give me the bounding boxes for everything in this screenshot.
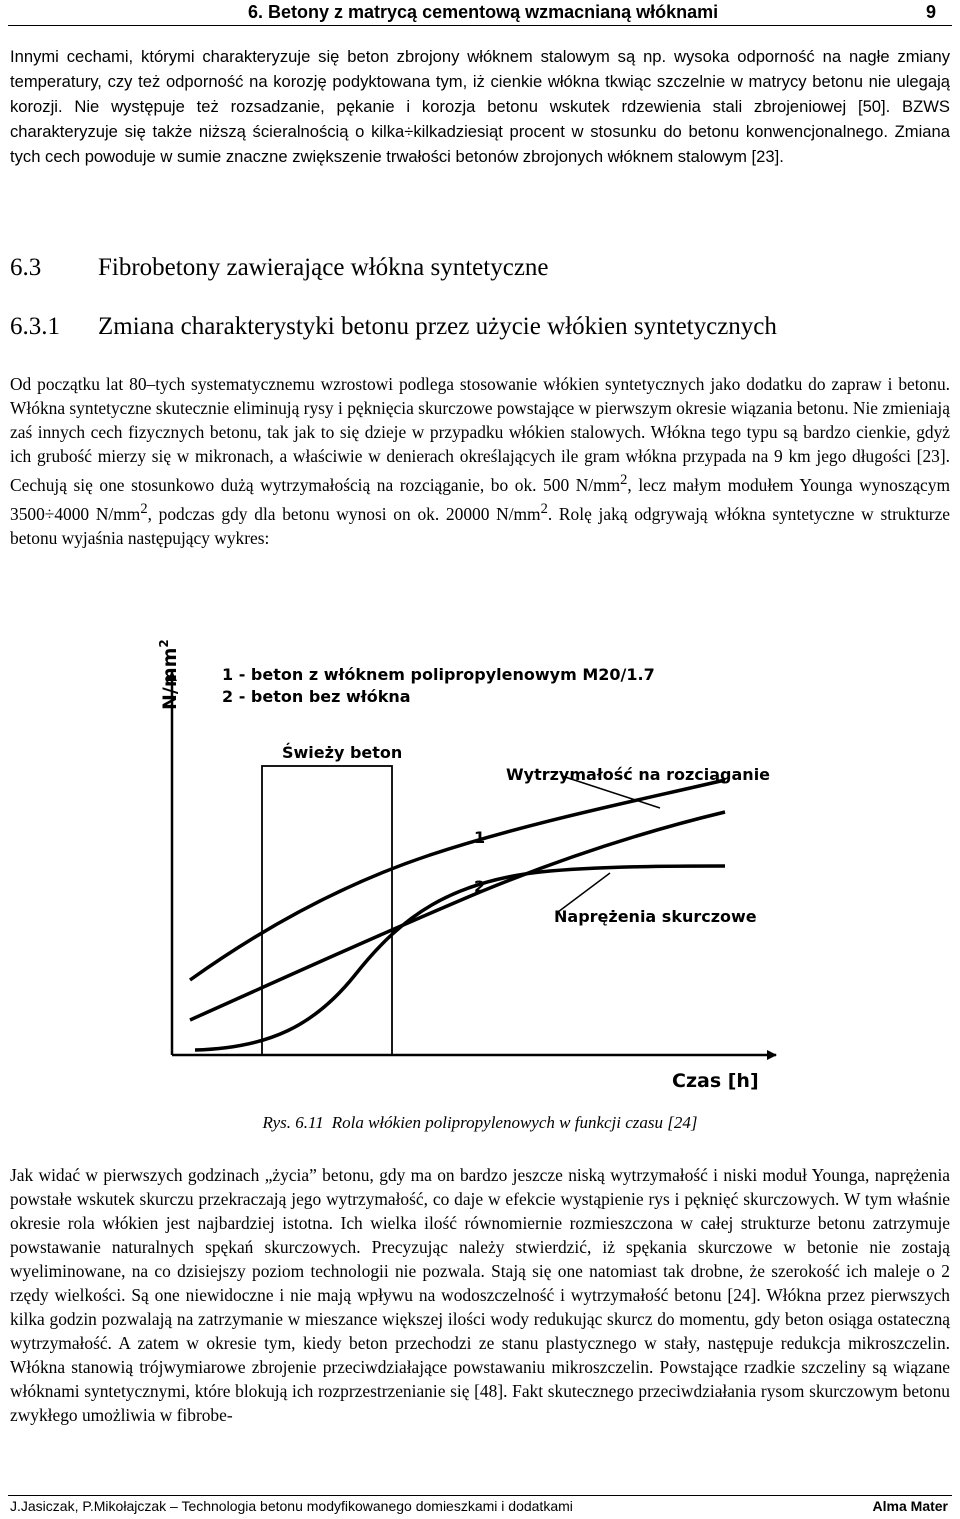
page-number: 9 bbox=[925, 2, 936, 22]
section-title: Zmiana charakterystyki betonu przez użycie włókien syntetycznych bbox=[98, 313, 777, 340]
curve-shrinkage-stress bbox=[195, 866, 725, 1050]
shrinkage-stress-label: Naprężenia skurczowe bbox=[554, 907, 757, 926]
y-axis-label: $N/mm^2$ bbox=[157, 639, 181, 710]
superscript: 2 bbox=[140, 500, 148, 517]
figure-caption bbox=[0, 1113, 960, 1133]
tensile-strength-label: Wytrzymałość na rozciąganie bbox=[506, 765, 771, 784]
figure-caption-text: Rola włókien polipropylenowych w funkcji czasu [24] bbox=[331, 1113, 698, 1132]
figure-diagram bbox=[140, 630, 800, 1100]
paragraph-synthetic-fibres bbox=[10, 372, 950, 550]
section-number: 6.3.1 bbox=[10, 313, 60, 340]
section-heading-6-3-1 bbox=[10, 313, 777, 341]
paragraph-text: Innymi cechami, którymi charakteryzuje się beton zbrojony włóknem stalowym są np. wysoka odporność na nagłe zmiany temperatury, czy też odporność na korozję podyktowana tym, iż cienkie włókna tkwiąc szczelnie w matrycy betonu nie ulegają korozji. Nie występuje też rozsadzanie, pękanie i korozja betonu wskutek rdzewienia stali zbrojeniowej [50]. BZWS charakteryzuje się także niższą ścieralnością o kilka÷kilkadziesiąt procent w stosunku do betonu konwencjonalnego. Zmiana tych cech powoduje w sumie znaczne zwiększenie trwałości betonów zbrojonych włóknem stalowym [23]. bbox=[10, 47, 950, 166]
figure-polypropylene-fibre-role bbox=[140, 630, 800, 1100]
header-rule bbox=[8, 25, 952, 26]
paragraph-text: , lecz małym modułem Younga wynoszącym 3500÷4000 N/mm bbox=[10, 474, 950, 524]
paragraph-steel-fibre-properties bbox=[10, 44, 950, 169]
legend-item-2: 2 - beton bez włókna bbox=[222, 687, 411, 706]
legend-item-1: 1 - beton z włóknem polipropylenowym M20/1.7 bbox=[222, 665, 655, 684]
running-header bbox=[0, 0, 960, 24]
superscript: 2 bbox=[540, 500, 548, 517]
section-title: Fibrobetony zawierające włókna syntetyczne bbox=[98, 254, 549, 281]
section-number: 6.3 bbox=[10, 254, 42, 281]
curve-1-tensile-strength-with-fibre bbox=[190, 780, 725, 980]
footer-publisher: Alma Mater bbox=[872, 1498, 948, 1514]
section-heading-6-3 bbox=[10, 254, 549, 282]
paragraph-fibre-role-explanation bbox=[10, 1163, 950, 1427]
fresh-concrete-label: Świeży beton bbox=[282, 743, 403, 762]
chapter-title: 6. Betony z matrycą cementową wzmacnianą włóknami bbox=[248, 2, 719, 22]
paragraph-text: . Rolę jaką odgrywają włókna syntetyczne w strukturze betonu wyjaśnia następujący wykres: bbox=[10, 503, 951, 548]
paragraph-text: Jak widać w pierwszych godzinach „życia” betonu, gdy ma on bardzo jeszcze niską wytrzymałość i niski moduł Younga, naprężenia powstałe wskutek skurczu przekraczają jego wytrzymałość, co daje w efekcie wystąpienie rys i pęknięć skurczowych. W tym właśnie okresie rola włókien jest najbardziej istotna. Ich wielka ilość równomiernie rozmieszczona w całej strukturze betonu zatrzymuje powstawanie naturalnych spękań skurczowych. Precyzując należy stwierdzić, iż spękania skurczowe w betonie nie zostają wyeliminowane, na co dzisiejszy poziom technologii nie pozwala. Stają się one natomiast tak drobne, że szerokość ich maleje o 2 rzędy wielkości. Są one niewidoczne i nie mają wpływu na wodoszczelność i wytrzymałość betonu [24]. Włókna przez pierwszych kilka godzin pozwalają na zatrzymanie w mieszance większej ilości wody redukując skurcz do momentu, gdy beton osiąga ostateczną wytrzymałość. A zatem w okresie tym, kiedy beton przechodzi ze stanu plastycznego w stały, następuje redukcja mikroszczelin. Włókna stanowią trójwymiarowe zbrojenie przeciwdziałające powstawaniu mikroszczelin. Powstające rzadkie szczeliny są wiązane włóknami syntetycznymi, które blokują ich rozprzestrzenianie się [48]. Fakt skutecznego przeciwdziałania rysom skurczowym betonu zwykłego umożliwia w fibrobe- bbox=[10, 1165, 950, 1425]
curve-1-label: 1 bbox=[474, 828, 486, 847]
fresh-concrete-zone bbox=[262, 766, 392, 1055]
figure-number: Rys. 6.11 bbox=[262, 1113, 324, 1132]
x-axis-label: Czas [h] bbox=[672, 1070, 759, 1092]
curve-2-label: 2 bbox=[474, 877, 486, 896]
footer-rule bbox=[8, 1495, 952, 1496]
paragraph-text: Od początku lat 80–tych systematycznemu wzrostowi podlega stosowanie włókien syntetycznych jako dodatku do zapraw i betonu. Włókna syntetyczne skutecznie eliminują rysy i pęknięcia skurczowe powstające w pierwszym okresie wiązania betonu. Nie zmieniają zaś innych cech fizycznych betonu, tak jak to się dzieje w przypadku włókien stalowych. Włókna tego typu są bardzo cienkie, gdyż ich grubość mierzy się w mikronach, a właściwie w denierach określających ile gram włókna przypada na 9 km jego długości [23]. Cechują się one stosunkowo dużą wytrzymałością na rozciąganie, bo ok. 500 N/mm bbox=[10, 374, 950, 495]
footer-authors-title: J.Jasiczak, P.Mikołajczak – Technologia betonu modyfikowanego domieszkami i dodatkami bbox=[10, 1498, 573, 1514]
paragraph-text: , podczas gdy dla betonu wynosi on ok. 20000 N/mm bbox=[147, 503, 541, 524]
superscript: 2 bbox=[620, 472, 628, 488]
